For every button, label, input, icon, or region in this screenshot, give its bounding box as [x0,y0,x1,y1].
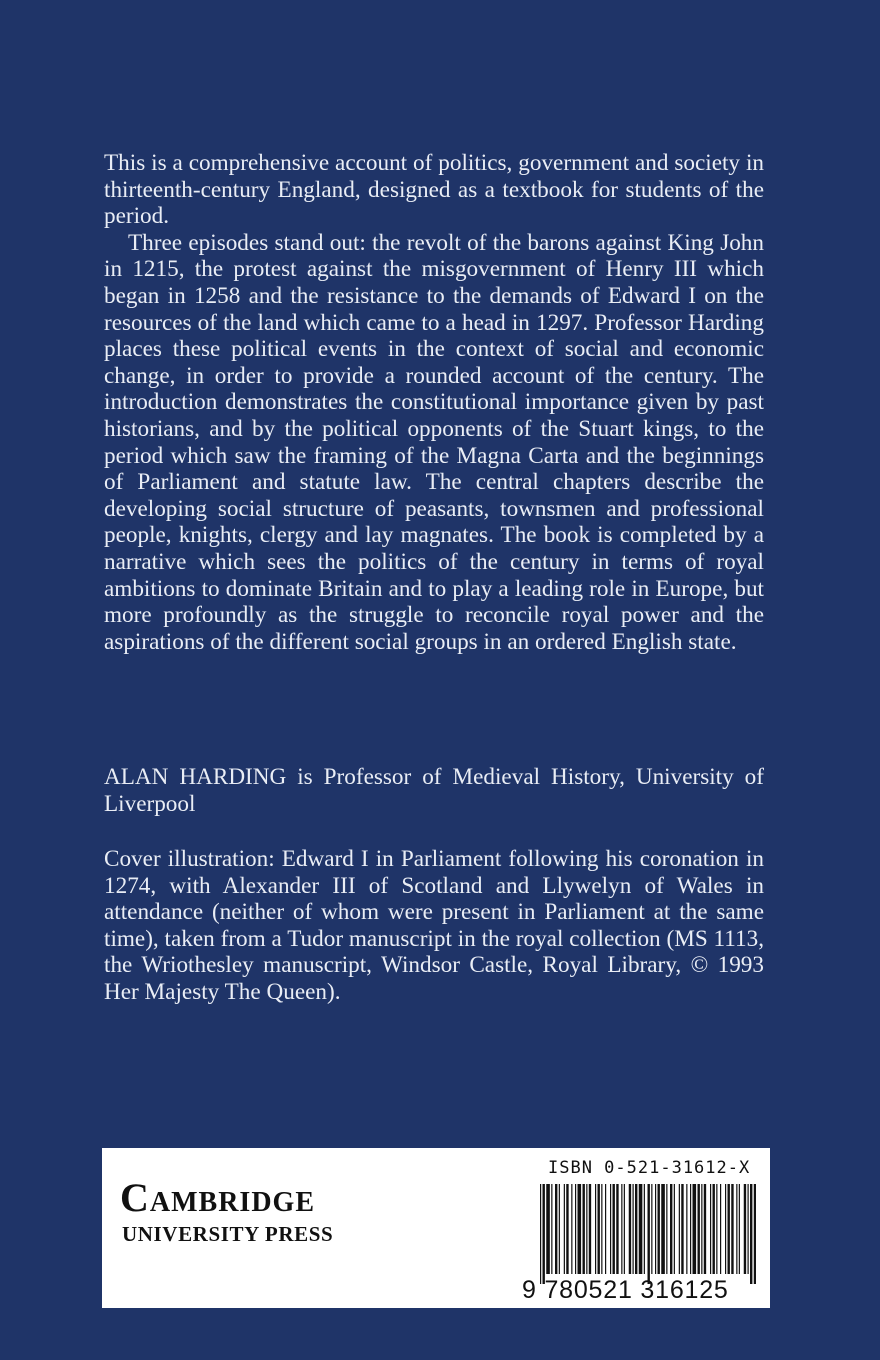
publisher-barcode-panel [102,1148,770,1308]
isbn-label: ISBN 0-521-31612-X [548,1158,751,1178]
book-description [104,150,764,655]
description-paragraph-1: This is a comprehensive account of politics, government and society in thirteenth-century England, designed as a textbook for students of the period. [104,150,764,230]
cover-note-text: Cover illustration: Edward I in Parliament following his coronation in 1274, with Alexander III of Scotland and Llywelyn of Wales in attendance (neither of whom were present in Parliament at the same time), taken from a Tudor manuscript in the royal collection (MS 1113, the Wriothesley manuscript, Windsor Castle, Royal Library, © 1993 Her Majesty The Queen). [104,846,764,1005]
description-paragraph-2: Three episodes stand out: the revolt of the barons against King John in 1215, the protest against the misgovernment of Henry III which began in 1258 and the resistance to the demands of Edward I on the resources of the land which came to a head in 1297. Professor Harding places these political events in the context of social and economic change, in order to provide a rounded account of the century. The introduction demonstrates the constitutional importance given by past historians, and by the political opponents of the Stuart kings, to the period which saw the framing of the Magna Carta and the beginnings of Parliament and statute law. The central chapters describe the developing social structure of peasants, townsmen and professional people, knights, clergy and lay magnates. The book is completed by a narrative which sees the politics of the century in terms of royal ambitions to dominate Britain and to play a leading role in Europe, but more profoundly as the struggle to reconcile royal power and the aspirations of the different social groups in an ordered English state. [104,229,764,655]
publisher-logo [120,1175,334,1247]
author-note [104,764,764,817]
publisher-name: Cambridge [120,1175,316,1220]
author-note-text: ALAN HARDING is Professor of Medieval History, University of Liverpool [104,764,764,817]
barcode-icon [540,1184,756,1284]
cover-illustration-note [104,846,764,1006]
barcode-digits: 9 780521 316125 [522,1276,729,1304]
publisher-subtitle: UNIVERSITY PRESS [122,1222,334,1246]
